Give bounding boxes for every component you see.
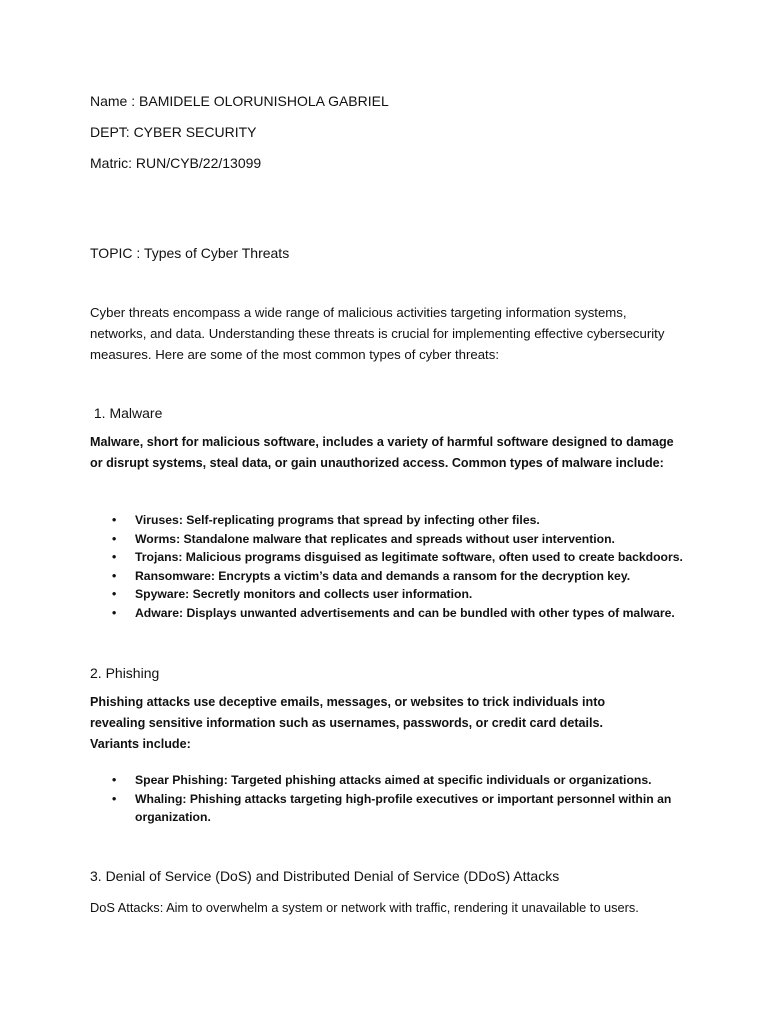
phishing-bullet-list — [90, 771, 680, 827]
department: DEPT: CYBER SECURITY — [90, 124, 257, 140]
list-item: • Worms: Standalone malware that replicates and spreads without user intervention. — [90, 530, 690, 549]
list-item: • Whaling: Phishing attacks targeting high-profile executives or important personnel within an organization. — [112, 791, 672, 825]
bullet-icon: • — [112, 773, 117, 787]
bullet-icon: • — [112, 531, 117, 546]
list-item: • Spyware: Secretly monitors and collects user information. — [90, 585, 690, 604]
bullet-icon: • — [112, 605, 117, 620]
list-item: • Spear Phishing: Targeted phishing attacks aimed at specific individuals or organizations. — [90, 771, 680, 790]
section-body-malware: Malware, short for malicious software, includes a variety of harmful software designed to damage or disrupt systems, steal data, or gain unauthorized access. Common types of malware include: — [90, 435, 674, 470]
student-name: Name : BAMIDELE OLORUNISHOLA GABRIEL — [90, 93, 389, 109]
bullet-icon: • — [112, 513, 117, 527]
section-heading-phishing: 2. Phishing — [90, 665, 160, 681]
bullet-icon: • — [112, 550, 117, 565]
section-body-dos: DoS Attacks: Aim to overwhelm a system or network with traffic, rendering it unavailable to users. — [90, 900, 639, 915]
matric-number: Matric: RUN/CYB/22/13099 — [90, 155, 262, 171]
list-item: • Ransomware: Encrypts a victim’s data and demands a ransom for the decryption key. — [90, 567, 690, 586]
malware-bullet-list — [90, 511, 690, 623]
list-item: • Trojans: Malicious programs disguised as legitimate software, often used to create backdoors. — [90, 548, 690, 567]
bullet-icon: • — [112, 568, 117, 583]
list-item: • Viruses: Self-replicating programs that spread by infecting other files. — [90, 511, 690, 530]
section-heading-dos: 3. Denial of Service (DoS) and Distributed Denial of Service (DDoS) Attacks — [90, 868, 560, 884]
intro-paragraph: Cyber threats encompass a wide range of malicious activities targeting information systems, networks, and data. Understanding these threats is crucial for implementing effective cybersecurity measures. Here are some of the most common types of cyber threats: — [90, 305, 665, 362]
bullet-icon: • — [112, 587, 117, 602]
section-heading-malware: 1. Malware — [90, 405, 163, 421]
list-item: • Adware: Displays unwanted advertisements and can be bundled with other types of malware. — [90, 604, 690, 623]
bullet-icon: • — [112, 791, 117, 806]
section-body-phishing: Phishing attacks use deceptive emails, messages, or websites to trick individuals into revealing sensitive information such as usernames, passwords, or credit card details. Variants include: — [90, 695, 606, 751]
topic-heading: TOPIC : Types of Cyber Threats — [90, 245, 290, 261]
